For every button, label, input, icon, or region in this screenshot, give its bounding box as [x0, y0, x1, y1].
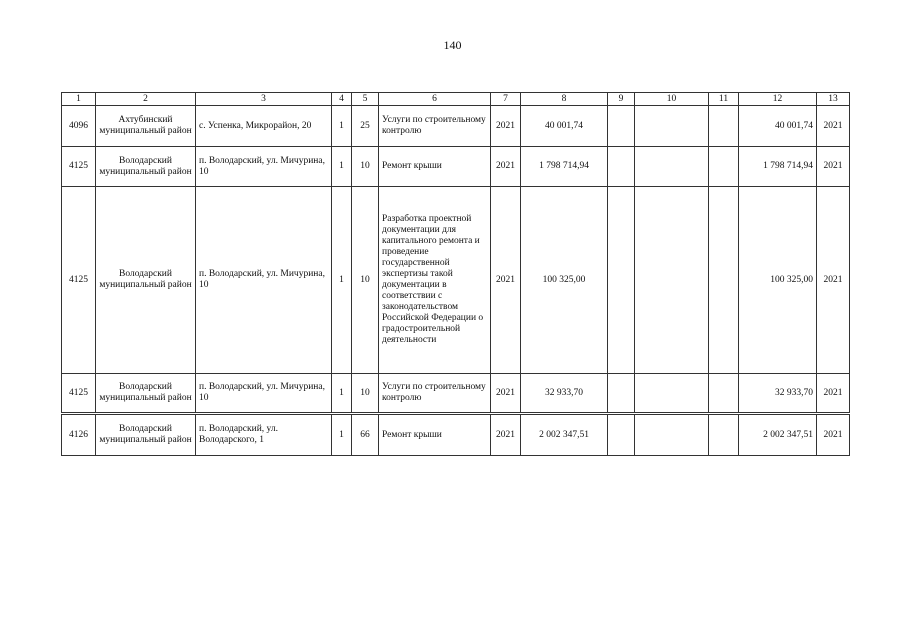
column-header: 2 [96, 93, 196, 106]
cell-col4: 1 [332, 374, 352, 414]
cell-amount: 2 002 347,51 [521, 414, 608, 456]
cell-col11 [709, 147, 739, 187]
column-header: 7 [491, 93, 521, 106]
cell-amount-total: 2 002 347,51 [739, 414, 817, 456]
cell-code: 4125 [62, 374, 96, 414]
cell-code: 4125 [62, 187, 96, 374]
cell-col11 [709, 374, 739, 414]
cell-amount: 100 325,00 [521, 187, 608, 374]
cell-col5: 25 [352, 106, 379, 147]
table-header [62, 93, 850, 106]
cell-col10 [635, 147, 709, 187]
cell-address: с. Успенка, Микрорайон, 20 [196, 106, 332, 147]
table-row [62, 414, 850, 456]
table-row [62, 147, 850, 187]
cell-col9 [608, 147, 635, 187]
cell-year: 2021 [491, 187, 521, 374]
cell-year-end: 2021 [817, 374, 850, 414]
cell-col11 [709, 106, 739, 147]
cell-col11 [709, 187, 739, 374]
column-header: 8 [521, 93, 608, 106]
column-header: 3 [196, 93, 332, 106]
cell-code: 4125 [62, 147, 96, 187]
cell-col9 [608, 106, 635, 147]
cell-address: п. Володарский, ул. Мичурина, 10 [196, 147, 332, 187]
cell-amount-total: 1 798 714,94 [739, 147, 817, 187]
cell-address: п. Володарский, ул. Мичурина, 10 [196, 187, 332, 374]
column-header: 6 [379, 93, 491, 106]
column-header: 5 [352, 93, 379, 106]
column-numbers-row [62, 93, 850, 106]
cell-work-type: Ремонт крыши [379, 147, 491, 187]
cell-year: 2021 [491, 106, 521, 147]
column-header: 13 [817, 93, 850, 106]
cell-work-type: Услуги по строительному контролю [379, 106, 491, 147]
cell-col4: 1 [332, 187, 352, 374]
cell-amount: 32 933,70 [521, 374, 608, 414]
cell-col4: 1 [332, 414, 352, 456]
table-body [62, 106, 850, 456]
cell-col10 [635, 414, 709, 456]
table-row [62, 187, 850, 374]
cell-col9 [608, 374, 635, 414]
page-number: 140 [443, 38, 462, 52]
cell-address: п. Володарский, ул. Володарского, 1 [196, 414, 332, 456]
cell-col9 [608, 187, 635, 374]
cell-col5: 10 [352, 147, 379, 187]
cell-col11 [709, 414, 739, 456]
table-row [62, 106, 850, 147]
cell-col4: 1 [332, 147, 352, 187]
cell-col5: 10 [352, 374, 379, 414]
cell-work-type: Услуги по строительному контролю [379, 374, 491, 414]
cell-col4: 1 [332, 106, 352, 147]
cell-district: Володарский муниципальный район [96, 414, 196, 456]
cell-year-end: 2021 [817, 106, 850, 147]
column-header: 10 [635, 93, 709, 106]
cell-amount: 40 001,74 [521, 106, 608, 147]
cell-year-end: 2021 [817, 147, 850, 187]
cell-year: 2021 [491, 147, 521, 187]
cell-amount: 1 798 714,94 [521, 147, 608, 187]
cell-amount-total: 40 001,74 [739, 106, 817, 147]
cell-district: Володарский муниципальный район [96, 187, 196, 374]
cell-work-type: Ремонт крыши [379, 414, 491, 456]
column-header: 4 [332, 93, 352, 106]
cell-code: 4126 [62, 414, 96, 456]
cell-col5: 66 [352, 414, 379, 456]
cell-year-end: 2021 [817, 414, 850, 456]
cell-amount-total: 100 325,00 [739, 187, 817, 374]
cell-year: 2021 [491, 374, 521, 414]
cell-col10 [635, 374, 709, 414]
cell-district: Володарский муниципальный район [96, 374, 196, 414]
cell-district: Ахтубинский муниципальный район [96, 106, 196, 147]
cell-address: п. Володарский, ул. Мичурина, 10 [196, 374, 332, 414]
cell-code: 4096 [62, 106, 96, 147]
column-header: 12 [739, 93, 817, 106]
cell-work-type: Разработка проектной документации для капитального ремонта и проведение государственной экспертизы такой документации в соответствии с законодательством Российской Федерации о градостроительной деятельности [379, 187, 491, 374]
table-row [62, 374, 850, 414]
cell-col5: 10 [352, 187, 379, 374]
cell-year-end: 2021 [817, 187, 850, 374]
cell-year: 2021 [491, 414, 521, 456]
cell-amount-total: 32 933,70 [739, 374, 817, 414]
repair-registry-table [61, 92, 850, 456]
cell-col10 [635, 187, 709, 374]
cell-col10 [635, 106, 709, 147]
column-header: 1 [62, 93, 96, 106]
cell-district: Володарский муниципальный район [96, 147, 196, 187]
cell-col9 [608, 414, 635, 456]
column-header: 9 [608, 93, 635, 106]
column-header: 11 [709, 93, 739, 106]
